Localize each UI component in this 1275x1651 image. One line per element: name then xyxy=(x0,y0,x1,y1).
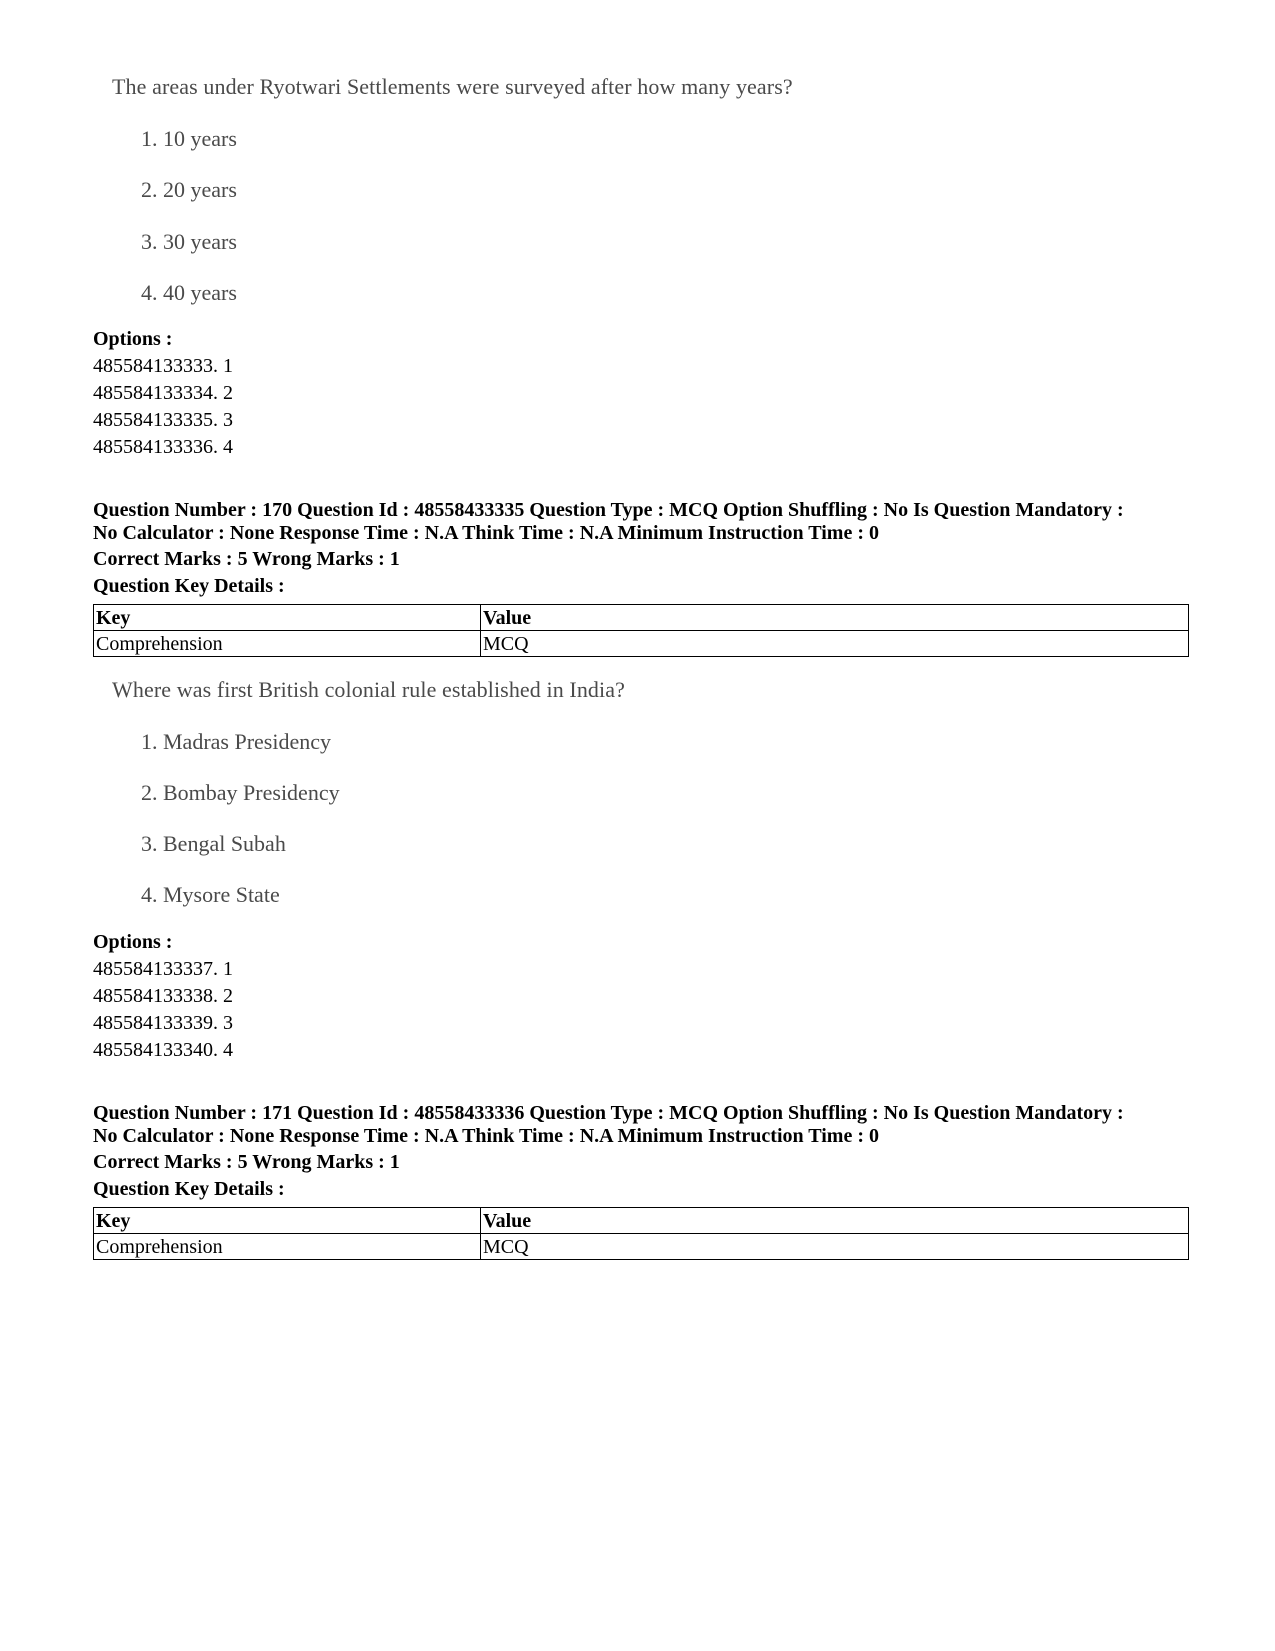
marks-line: Correct Marks : 5 Wrong Marks : 1 xyxy=(93,1151,400,1173)
key-details-label: Question Key Details : xyxy=(93,575,285,597)
option-id: 485584133339. 3 xyxy=(93,1012,233,1034)
option-id: 485584133333. 1 xyxy=(93,355,233,377)
meta-line-1: Question Number : 170 Question Id : 48558433335 Question Type : MCQ Option Shuffling : No Is Question Mandatory : xyxy=(93,499,1124,521)
choice-2: 2. 20 years xyxy=(141,177,237,202)
option-id: 485584133337. 1 xyxy=(93,958,233,980)
choice-4: 4. Mysore State xyxy=(141,882,280,907)
key-details-label: Question Key Details : xyxy=(93,1178,285,1200)
table-cell-value: MCQ xyxy=(481,631,1189,657)
option-id: 485584133336. 4 xyxy=(93,436,233,458)
table-header-row xyxy=(94,605,1189,631)
table-row xyxy=(94,1234,1189,1260)
table-row xyxy=(94,631,1189,657)
options-label: Options : xyxy=(93,931,173,953)
choice-1: 1. 10 years xyxy=(141,126,237,151)
table-cell-key: Comprehension xyxy=(94,1234,481,1260)
table-header-row xyxy=(94,1208,1189,1234)
meta-line-1: Question Number : 171 Question Id : 48558433336 Question Type : MCQ Option Shuffling : No Is Question Mandatory : xyxy=(93,1102,1124,1124)
key-value-table xyxy=(93,604,1189,657)
marks-line: Correct Marks : 5 Wrong Marks : 1 xyxy=(93,548,400,570)
table-header-key: Key xyxy=(94,1208,481,1234)
question-stem: The areas under Ryotwari Settlements were surveyed after how many years? xyxy=(112,74,793,99)
option-id: 485584133334. 2 xyxy=(93,382,233,404)
options-label: Options : xyxy=(93,328,173,350)
choice-1: 1. Madras Presidency xyxy=(141,729,332,754)
meta-line-2: No Calculator : None Response Time : N.A Think Time : N.A Minimum Instruction Time : 0 xyxy=(93,1125,879,1147)
meta-line-2: No Calculator : None Response Time : N.A Think Time : N.A Minimum Instruction Time : 0 xyxy=(93,522,879,544)
option-id: 485584133335. 3 xyxy=(93,409,233,431)
option-id: 485584133338. 2 xyxy=(93,985,233,1007)
choice-3: 3. 30 years xyxy=(141,229,237,254)
question-meta xyxy=(93,1102,1203,1148)
table-cell-value: MCQ xyxy=(481,1234,1189,1260)
choice-3: 3. Bengal Subah xyxy=(141,831,286,856)
choice-4: 4. 40 years xyxy=(141,280,237,305)
key-value-table xyxy=(93,1207,1189,1260)
option-id: 485584133340. 4 xyxy=(93,1039,233,1061)
table-header-value: Value xyxy=(481,605,1189,631)
table-cell-key: Comprehension xyxy=(94,631,481,657)
table-header-value: Value xyxy=(481,1208,1189,1234)
table-header-key: Key xyxy=(94,605,481,631)
question-meta xyxy=(93,499,1203,545)
question-stem: Where was first British colonial rule established in India? xyxy=(112,677,625,702)
choice-2: 2. Bombay Presidency xyxy=(141,780,340,805)
